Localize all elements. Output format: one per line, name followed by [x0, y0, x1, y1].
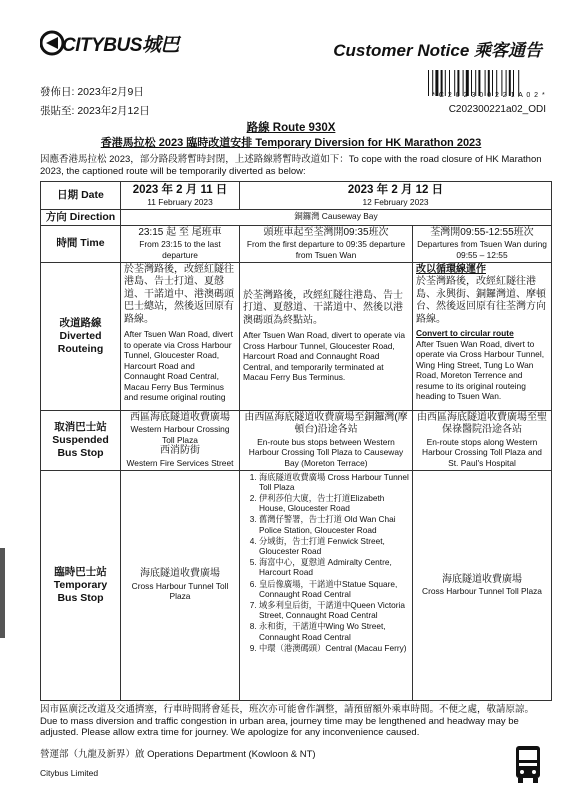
diverted-cell-2	[240, 262, 413, 410]
suspended-cell-2	[240, 410, 413, 470]
div2-zh: 於荃灣路後，改經紅隧往港島、告士打道、夏慤道、干諾道中、然後以港澳碼頭為終點站。	[243, 289, 403, 326]
susp2-en: En-route bus stops between Western Harbour Crossing Toll Plaza to Causeway Bay (Moreton Terrace)	[248, 436, 404, 468]
div3-head-en: Convert to circular route	[416, 328, 514, 338]
temporary-stop-item: 7. 域多利皇后街，干諾道中Queen Victoria Street, Connaught Road Central	[259, 600, 409, 620]
suspended-cell-1	[121, 410, 240, 470]
temporary-cell-3	[413, 470, 552, 700]
footer-en: Due to mass diversion and traffic congestion in urban area, journey time may be lengthened and headway may be adjusted. Please allow extra time for journey. We apologize for any inconvenience caused.	[40, 715, 519, 738]
date-11-feb	[121, 182, 240, 210]
susp1b-en: Western Fire Services Street	[126, 457, 234, 468]
temporary-stop-item: 4. 分域街，告士打道 Fenwick Street, Gloucester Road	[259, 536, 409, 556]
company-name: Citybus Limited	[40, 768, 99, 778]
diverted-cell-3	[413, 262, 552, 410]
temporary-label: 臨時巴士站 Temporary Bus Stop	[41, 470, 121, 700]
susp1b-zh: 西消防街	[160, 445, 200, 456]
diverted-cell-1	[121, 262, 240, 410]
div1-en: After Tsuen Wan Road, divert to operate via Cross Harbour Tunnel, Gloucester Road, Harcourt Road and Connaught Road Central, Macau Ferry Bus Terminus and resume original routing	[124, 329, 233, 402]
temporary-stop-item: 3. 舊灣仔警署，告士打道 Old Wan Chai Police Station, Gloucester Road	[259, 514, 409, 534]
div3-head-zh: 改以循環線運作	[416, 263, 486, 275]
div1-zh: 於荃灣路後，改經紅隧往港島、告士打道、夏慤道、干諾道中、港澳碼頭巴士總站，然後返回原有路線。	[124, 263, 234, 325]
issue-date: 發佈日: 2023年2月9日	[40, 86, 144, 98]
date2-en: 12 February 2023	[362, 197, 429, 207]
direction-value: 銅鑼灣 Causeway Bay	[121, 209, 552, 225]
susp3-zh: 由西區海底隧道收費廣場至聖保祿醫院沿途各站	[417, 411, 547, 435]
div2-en: After Tsuen Wan Road, divert to operate via Cross Harbour Tunnel, Gloucester Road, Harcourt Road and Connaught Road Central, and temporarily terminated at Macau Ferry Bus Terminus.	[243, 330, 406, 382]
temporary-stop-list	[243, 472, 409, 653]
bus-icon	[513, 744, 543, 784]
time-cell-1	[121, 225, 240, 262]
time-label: 時間 Time	[41, 225, 121, 262]
temporary-stop-item: 6. 皇后像廣場，干諾道中Statue Square, Connaught Road Central	[259, 579, 409, 599]
operations-department: 營運部（九龍及新界）啟 Operations Department (Kowloon & NT)	[40, 749, 316, 760]
time-row	[41, 225, 552, 262]
date-12-feb	[240, 182, 552, 210]
temporary-stop-item: 2. 伊利莎伯大廈，告士打道Elizabeth House, Gloucester Road	[259, 493, 409, 513]
route-title: 路線 Route 930X	[246, 122, 336, 134]
date1-zh: 2023 年 2 月 11 日	[132, 184, 228, 196]
date2-zh: 2023 年 2 月 12 日	[347, 184, 444, 196]
intro-text: 因應香港馬拉松 2023，部分路段將暫時封閉，上述路線將暫時改道如下：To cope with the road closure of HK Marathon 2023, the captioned route will be temporarily diverted as below:	[40, 154, 542, 177]
temporary-stop-item: 8. 永和街，干諾道中Wing Wo Street, Connaught Road Central	[259, 621, 409, 641]
notice-title: Customer Notice 乘客通告	[333, 41, 542, 60]
susp1a-en: Western Harbour Crossing Toll Plaza	[130, 424, 230, 445]
div3-en: After Tsuen Wan Road, divert to operate via Cross Harbour Tunnel, Wing Hing Street, Tung Lo Wan Road, Moreton Terrence and resume to its original routeing heading to Tsuen Wan.	[416, 338, 545, 401]
temporary-stop-item: 5. 海富中心，夏慤道 Admiralty Centre, Harcourt Road	[259, 557, 409, 577]
time3-zh: 荃灣開09:55-12:55班次	[430, 226, 534, 238]
date-row	[41, 182, 552, 210]
diverted-routeing-row	[41, 262, 552, 410]
date1-en: 11 February 2023	[147, 197, 213, 207]
time1-zh: 23:15 起 至 尾班車	[138, 226, 222, 238]
suspended-label: 取消巴士站 Suspended Bus Stop	[41, 410, 121, 470]
footer-notice	[40, 704, 552, 739]
temporary-stop-item: 1. 海底隧道收費廣場 Cross Harbour Tunnel Toll Plaza	[259, 472, 409, 492]
suspended-row	[41, 410, 552, 470]
temp1-en: Cross Harbour Tunnel Toll Plaza	[131, 580, 229, 602]
document-id: C202300221a02_ODI	[448, 104, 546, 115]
direction-row	[41, 209, 552, 225]
time1-en: From 23:15 to the last departure	[139, 239, 221, 260]
temporary-cell-1	[121, 470, 240, 700]
direction-label: 方向 Direction	[41, 209, 121, 225]
header	[0, 22, 582, 64]
date-label: 日期 Date	[41, 182, 121, 210]
temp3-en: Cross Harbour Tunnel Toll Plaza	[422, 586, 542, 596]
time-cell-2	[240, 225, 413, 262]
temporary-cell-2	[240, 470, 413, 700]
brand-name: CITYBUS城巴	[62, 35, 179, 56]
susp1a-zh: 西區海底隧道收費廣場	[130, 411, 230, 423]
time2-en: From the first departure to 09:35 departure from Tsuen Wan	[246, 239, 406, 260]
diverted-label: 改道路線 Diverted Routeing	[41, 262, 121, 410]
temporary-stop-row	[41, 470, 552, 700]
time-cell-3	[413, 225, 552, 262]
footer-zh: 因市區廣泛改道及交通擠塞，行車時間將會延長，班次亦可能會作調整，請預留額外乘車時間。不便之處，敬請原諒。	[40, 704, 535, 715]
diversion-subtitle: 香港馬拉松 2023 臨時改道安排 Temporary Diversion for HK Marathon 2023	[100, 137, 482, 149]
barcode-text: * C 2 0 2 3 0 0 2 2 1 A 0 2 *	[432, 92, 546, 99]
diversion-table	[40, 181, 552, 701]
side-marker-bar	[0, 548, 5, 638]
suspended-cell-3	[413, 410, 552, 470]
susp3-en: En-route stops along Western Harbour Crossing Toll Plaza and St. Paul's Hospital	[422, 436, 542, 468]
temporary-stop-item: 9. 中環（港澳碼頭）Central (Macau Ferry)	[259, 643, 409, 653]
post-date: 張貼至: 2023年2月12日	[40, 105, 150, 117]
time2-zh: 頭班車起至荃灣開09:35班次	[263, 226, 389, 238]
temp3-zh: 海底隧道收費廣場	[442, 573, 522, 585]
div3-zh: 於荃灣路後，改經紅隧往港島、永興街、銅鑼灣道、摩頓台、然後返回原有往荃灣方向路線。	[416, 276, 546, 325]
susp2-zh: 由西區海底隧道收費廣場至銅鑼灣(摩頓台)沿途各站	[244, 411, 408, 435]
temp1-zh: 海底隧道收費廣場	[140, 568, 220, 580]
time3-en: Departures from Tsuen Wan during 09:55 – 12:55	[417, 239, 547, 260]
